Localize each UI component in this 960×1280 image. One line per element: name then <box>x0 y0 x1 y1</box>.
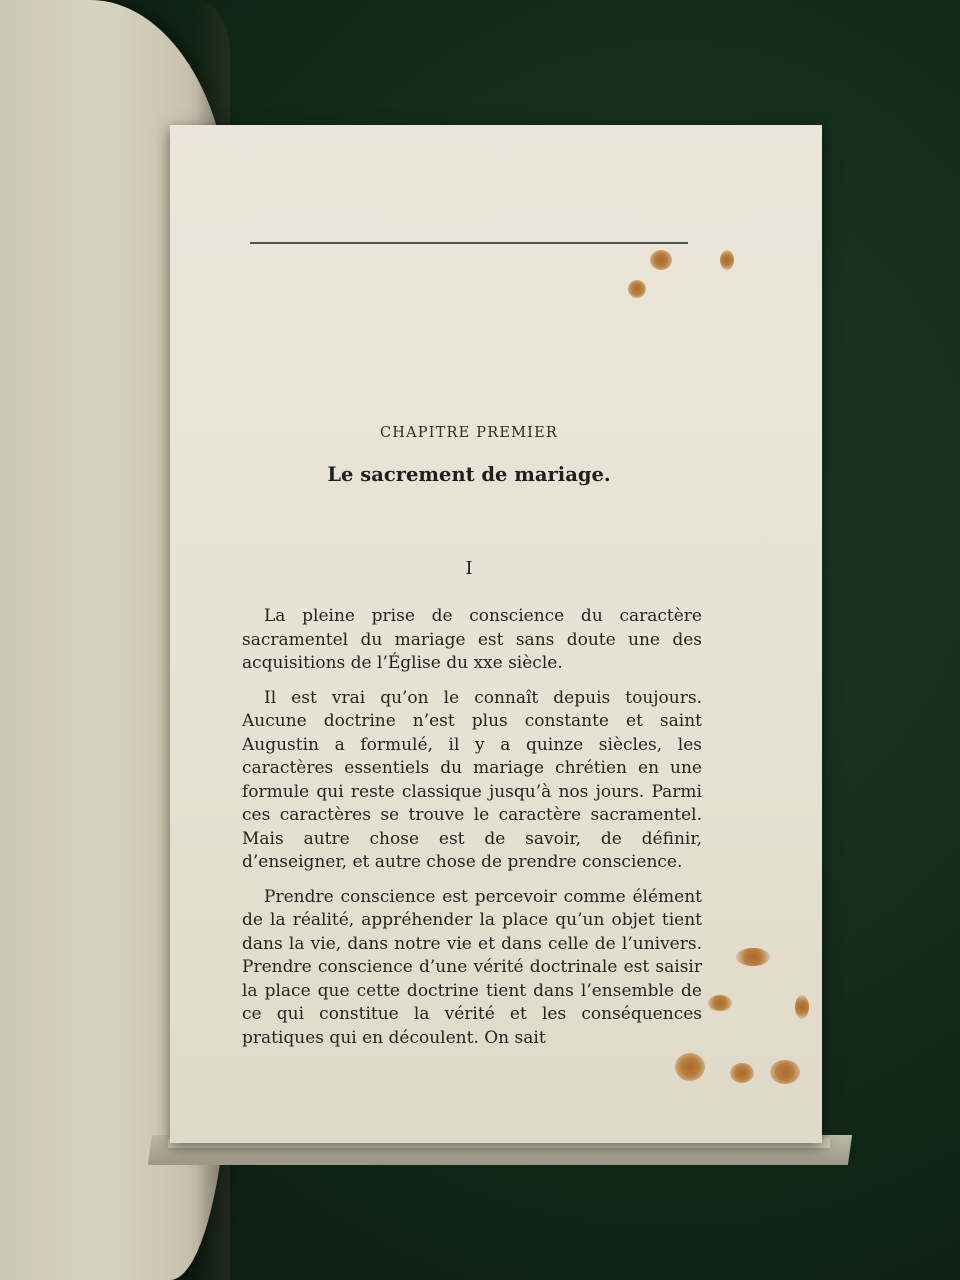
foxing-stain <box>720 250 734 270</box>
book-page <box>170 125 822 1143</box>
body-text <box>242 605 702 1061</box>
chapter-label: CHAPITRE PREMIER <box>379 425 558 441</box>
chapter-title: Le sacrement de mariage. <box>327 463 611 486</box>
foxing-stain <box>795 995 809 1019</box>
foxing-stain <box>650 250 672 270</box>
section-number: I <box>465 558 473 579</box>
paragraph-3: Prendre conscience est percevoir comme élément de la réalité, appréhender la place qu’un objet tient dans la vie, dans notre vie et dans celle de l’univers. Prendre conscience d’une vérité doctrinale est saisir la place que cette doctrine tient dans l’ensemble de ce qui constitue la vérité et les conséquences pratiques qui en découlent. On sait <box>242 886 702 1048</box>
foxing-stain <box>628 280 646 298</box>
foxing-stain <box>730 1063 754 1083</box>
paragraph-2: Il est vrai qu’on le connaît depuis toujours. Aucune doctrine n’est plus constante et saint Augustin a formulé, il y a quinze siècles, les caractères essentiels du mariage chrétien en une formule qui reste classique jusqu’à nos jours. Parmi ces caractères se trouve le caractère sacramentel. Mais autre chose est de savoir, de définir, d’enseigner, et autre chose de prendre conscience. <box>242 687 702 872</box>
foxing-stain <box>736 948 770 966</box>
header-rule <box>250 242 688 244</box>
paragraph-1: La pleine prise de conscience du caractère sacramentel du mariage est sans doute une des acquisitions de l’Église du xxe siècle. <box>242 606 702 673</box>
foxing-stain <box>708 995 732 1011</box>
foxing-stain <box>770 1060 800 1084</box>
